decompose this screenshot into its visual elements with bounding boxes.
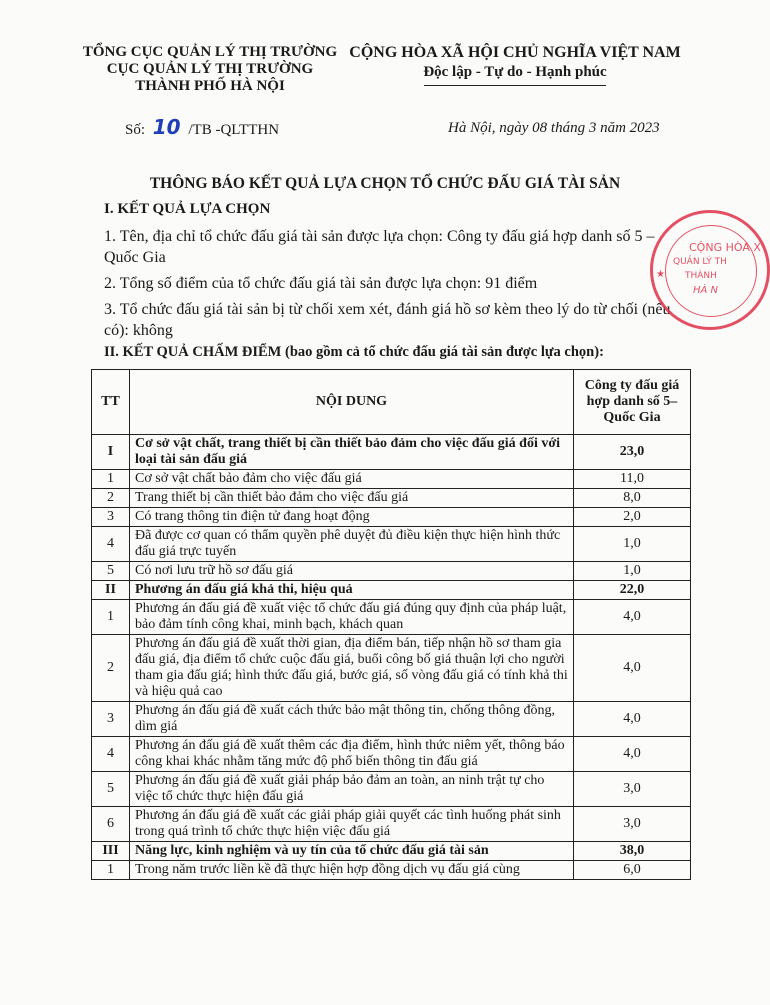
row-score: 4,0	[574, 635, 691, 702]
row-tt: 2	[92, 635, 130, 702]
seal-text: THÀNH	[685, 271, 717, 281]
official-seal	[650, 210, 770, 330]
row-score: 23,0	[574, 435, 691, 470]
row-tt: 2	[92, 489, 130, 508]
row-content: Cơ sở vật chất bảo đảm cho việc đấu giá	[130, 470, 574, 489]
country-name: CỘNG HÒA XÃ HỘI CHỦ NGHĨA VIỆT NAM	[349, 44, 681, 61]
row-content: Có trang thông tin điện tử đang hoạt động	[130, 508, 574, 527]
row-content: Phương án đấu giá đề xuất thời gian, địa điểm bán, tiếp nhận hồ sơ tham gia đấu giá, địa điểm tổ chức cuộc đấu giá, buổi công bố giá thuận lợi cho người tham gia đấu giá; hình thức đấu giá, bước giá, số vòng đấu giá có tính khả thi và hiệu quả cao	[130, 635, 574, 702]
agency-line-1: TỔNG CỤC QUẢN LÝ THỊ TRƯỜNG	[82, 44, 338, 60]
row-content: Đã được cơ quan có thẩm quyền phê duyệt đủ điều kiện thực hiện hình thức đấu giá trực tuyến	[130, 527, 574, 562]
row-tt: 6	[92, 807, 130, 842]
row-tt: 1	[92, 470, 130, 489]
agency-line-2: CỤC QUẢN LÝ THỊ TRƯỜNG	[106, 61, 314, 77]
table-row	[92, 702, 691, 737]
number-suffix: /TB -QLTTHN	[188, 122, 280, 138]
row-content: Năng lực, kinh nghiệm và uy tín của tổ chức đấu giá tài sản	[130, 842, 574, 861]
row-content: Trang thiết bị cần thiết bảo đảm cho việc đấu giá	[130, 489, 574, 508]
row-content: Phương án đấu giá đề xuất việc tổ chức đấu giá đúng quy định của pháp luật, bảo đảm tính công khai, minh bạch, khách quan	[130, 600, 574, 635]
row-content: Trong năm trước liền kề đã thực hiện hợp đồng dịch vụ đấu giá cùng	[130, 861, 574, 880]
row-content: Phương án đấu giá khả thi, hiệu quả	[130, 581, 574, 600]
table-row	[92, 527, 691, 562]
document-number	[125, 116, 279, 141]
row-content: Có nơi lưu trữ hồ sơ đấu giá	[130, 562, 574, 581]
table-row	[92, 562, 691, 581]
row-tt: 3	[92, 702, 130, 737]
handwritten-number: 10	[152, 115, 181, 139]
date-line: Hà Nội, ngày 08 tháng 3 năm 2023	[448, 120, 660, 136]
row-tt: 5	[92, 772, 130, 807]
row-tt: 4	[92, 737, 130, 772]
issuing-agency	[80, 44, 340, 95]
section-1-heading: I. KẾT QUẢ LỰA CHỌN	[104, 201, 271, 217]
row-tt: 4	[92, 527, 130, 562]
table-row	[92, 807, 691, 842]
row-tt: III	[92, 842, 130, 861]
row-score: 4,0	[574, 600, 691, 635]
section-2-heading: II. KẾT QUẢ CHẤM ĐIỂM (bao gồm cả tổ chức đấu giá tài sản được lựa chọn):	[104, 344, 604, 360]
number-prefix: Số:	[125, 122, 146, 138]
row-score: 22,0	[574, 581, 691, 600]
header-tt: TT	[92, 370, 130, 435]
seal-star-icon: ★	[656, 269, 665, 280]
document-title: THÔNG BÁO KẾT QUẢ LỰA CHỌN TỔ CHỨC ĐẤU GIÁ TÀI SẢN	[149, 175, 621, 192]
seal-text: QUẢN LÝ TH	[673, 257, 727, 267]
row-score: 1,0	[574, 527, 691, 562]
scoring-table	[91, 369, 691, 880]
row-tt: 3	[92, 508, 130, 527]
table-row	[92, 635, 691, 702]
table-row	[92, 470, 691, 489]
table-row	[92, 600, 691, 635]
section-1-item-1: 1. Tên, địa chỉ tổ chức đấu giá tài sản được lựa chọn: Công ty đấu giá hợp danh số 5 – Quốc Gia	[104, 228, 655, 266]
section-1-item-2: 2. Tổng số điểm của tổ chức đấu giá tài sản được lựa chọn: 91 điểm	[104, 275, 538, 292]
row-score: 6,0	[574, 861, 691, 880]
row-content: Phương án đấu giá đề xuất cách thức bảo mật thông tin, chống thông đồng, dìm giá	[130, 702, 574, 737]
row-tt: II	[92, 581, 130, 600]
table-row	[92, 581, 691, 600]
row-content: Phương án đấu giá đề xuất các giải pháp giải quyết các tình huống phát sinh trong quá trình tổ chức thực hiện việc đấu giá	[130, 807, 574, 842]
table-header-row	[92, 370, 691, 435]
seal-text: CỘNG HÒA X	[689, 241, 761, 254]
section-1-item-3: 3. Tổ chức đấu giá tài sản bị từ chối xem xét, đánh giá hồ sơ kèm theo lý do từ chối (nếu có): không	[104, 301, 671, 339]
table-row	[92, 772, 691, 807]
table-row	[92, 508, 691, 527]
row-tt: I	[92, 435, 130, 470]
table-row	[92, 737, 691, 772]
row-score: 4,0	[574, 702, 691, 737]
table-row	[92, 435, 691, 470]
seal-text: HÀ N	[693, 285, 719, 296]
table-body	[92, 435, 691, 880]
row-content: Cơ sở vật chất, trang thiết bị cần thiết bảo đảm cho việc đấu giá đối với loại tài sản đấu giá	[130, 435, 574, 470]
row-score: 3,0	[574, 807, 691, 842]
header-score: Công ty đấu giá hợp danh số 5– Quốc Gia	[574, 370, 691, 435]
row-tt: 1	[92, 600, 130, 635]
row-content: Phương án đấu giá đề xuất thêm các địa điểm, hình thức niêm yết, thông báo công khai khác nhằm tăng mức độ phổ biến thông tin đấu giá	[130, 737, 574, 772]
row-score: 8,0	[574, 489, 691, 508]
row-score: 1,0	[574, 562, 691, 581]
national-header	[340, 44, 690, 86]
table-row	[92, 489, 691, 508]
row-score: 2,0	[574, 508, 691, 527]
row-score: 11,0	[574, 470, 691, 489]
row-score: 4,0	[574, 737, 691, 772]
national-motto: Độc lập - Tự do - Hạnh phúc	[423, 64, 607, 80]
table-row	[92, 861, 691, 880]
row-tt: 1	[92, 861, 130, 880]
header-content: NỘI DUNG	[130, 370, 574, 435]
row-score: 3,0	[574, 772, 691, 807]
row-tt: 5	[92, 562, 130, 581]
motto-underline	[424, 85, 606, 86]
row-score: 38,0	[574, 842, 691, 861]
table-row	[92, 842, 691, 861]
agency-line-3: THÀNH PHỐ HÀ NỘI	[135, 78, 285, 94]
row-content: Phương án đấu giá đề xuất giải pháp bảo đảm an toàn, an ninh trật tự cho việc tổ chức thực hiện đấu giá	[130, 772, 574, 807]
